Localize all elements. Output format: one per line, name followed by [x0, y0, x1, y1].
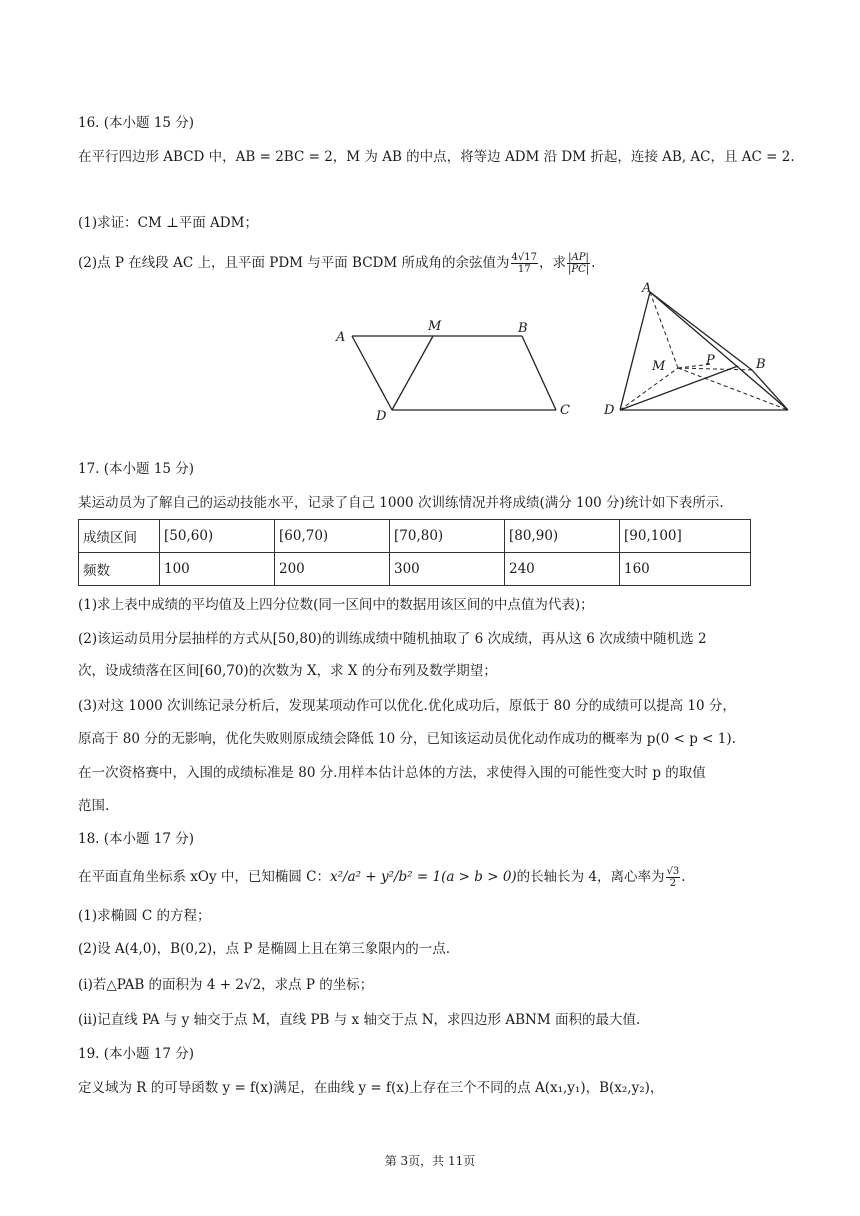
q17-part3a: (3)对这 1000 次训练记录分析后，发现某项动作可以优化.优化成功后，原低于 80 分的成绩可以提高 10 分， — [78, 698, 736, 714]
page-footer: 第 3页，共 11页 — [384, 1154, 476, 1168]
q16-part2: (2)点 P 在线段 AC 上，且平面 PDM 与平面 BCDM 所成角的余弦值为 $\frac{4√17}{17}$ ，求 $\frac{|AP|}{|PC|}$ . — [78, 252, 596, 275]
q18-stem: 在平面直角坐标系 xOy 中，已知椭圆 C：x²/a² + y²/b² = 1(a > b > 0)的长轴长为 4，离心率为 $\frac{√3}{2}$ . — [78, 866, 686, 889]
label-a2: A — [642, 282, 652, 296]
label-m2: M — [652, 359, 666, 374]
q17-part1: (1)求上表中成绩的平均值及上四分位数(同一区间中的数据用该区间的中点值为代表)； — [78, 597, 594, 613]
label-m: M — [428, 319, 442, 334]
label-p: P — [706, 353, 715, 368]
q18-header: 18. (本小题 17 分) — [78, 831, 195, 847]
label-d: D — [376, 409, 387, 424]
q17-part2b: 次，设成绩落在区间[60,70)的次数为 X，求 X 的分布列及数学期望； — [78, 663, 497, 679]
ellipse-equation: x²/a² + y²/b² = 1(a > b > 0) — [330, 869, 517, 885]
table-cell: [70,80) — [390, 520, 505, 553]
table-cell: [80,90) — [505, 520, 620, 553]
parallelogram-figure — [330, 316, 580, 426]
q16-part1: (1)求证：CM ⊥平面 ADM； — [78, 215, 258, 231]
q19-stem: 定义域为 R 的可导函数 y = f(x)满足，在曲线 y = f(x)上存在三个不同的点 A(x₁,y₁)，B(x₂,y₂)， — [78, 1080, 664, 1096]
cosine-fraction: $\frac{4√17}{17}$ — [511, 252, 537, 275]
q16-header: 16. (本小题 15 分) — [78, 115, 195, 131]
edge-ad — [352, 336, 392, 410]
q18-part1: (1)求椭圆 C 的方程； — [78, 908, 211, 924]
table-row — [79, 520, 751, 553]
table-cell: 160 — [620, 553, 751, 586]
table-cell: [50,60) — [160, 520, 275, 553]
q17-stem: 某运动员为了解自己的运动技能水平，记录了自己 1000 次训练情况并将成绩(满分 100 分)统计如下表所示. — [78, 495, 724, 511]
folded-figure — [600, 282, 800, 422]
eccentricity-fraction: $\frac{√3}{2}$ — [666, 866, 680, 889]
table-cell: 成绩区间 — [79, 520, 160, 553]
label-c: C — [560, 403, 570, 418]
label-a: A — [336, 330, 346, 345]
q18-part-i: (i)若△PAB 的面积为 4 + 2√2，求点 P 的坐标； — [78, 977, 374, 993]
table-cell: [60,70) — [275, 520, 390, 553]
table-cell: [90,100] — [620, 520, 751, 553]
q17-part2a: (2)该运动员用分层抽样的方式从[50,80)的训练成绩中随机抽取了 6 次成绩，再从这 6 次成绩中随机选 2 — [78, 631, 707, 647]
table-cell: 300 — [390, 553, 505, 586]
table-cell: 100 — [160, 553, 275, 586]
q19-header: 19. (本小题 17 分) — [78, 1046, 195, 1062]
label-b: B — [518, 321, 528, 336]
table-cell: 200 — [275, 553, 390, 586]
q18-part-ii: (ii)记直线 PA 与 y 轴交于点 M，直线 PB 与 x 轴交于点 N，求四边形 ABNM 面积的最大值. — [78, 1012, 641, 1028]
q16-part2-text: (2)点 P 在线段 AC 上，且平面 PDM 与平面 BCDM 所成角的余弦值为 — [78, 255, 510, 271]
q17-part3b: 原高于 80 分的无影响，优化失败则原成绩会降低 10 分，已知该运动员优化动作成功的概率为 p(0 < p < 1). — [78, 731, 736, 747]
table-cell: 频数 — [79, 553, 160, 586]
table-row — [79, 553, 751, 586]
score-table — [78, 519, 751, 586]
table-cell: 240 — [505, 553, 620, 586]
edge-dm — [392, 336, 433, 410]
q17-header: 17. (本小题 15 分) — [78, 461, 195, 477]
q16-stem: 在平行四边形 ABCD 中，AB = 2BC = 2，M 为 AB 的中点，将等边 ADM 沿 DM 折起，连接 AB, AC，且 AC = 2. — [78, 149, 795, 165]
q17-part3d: 范围. — [78, 798, 110, 814]
label-b2: B — [756, 357, 766, 372]
q18-part2: (2)设 A(4,0)，B(0,2)，点 P 是椭圆上且在第三象限内的一点. — [78, 941, 451, 957]
label-d2: D — [604, 403, 615, 418]
edge-bc — [522, 336, 556, 410]
q17-part3c: 在一次资格赛中，入围的成绩标准是 80 分.用样本估计总体的方法，求使得入围的可能性变大时 p 的取值 — [78, 765, 706, 781]
ratio-fraction: $\frac{|AP|}{|PC|}$ — [567, 252, 590, 275]
